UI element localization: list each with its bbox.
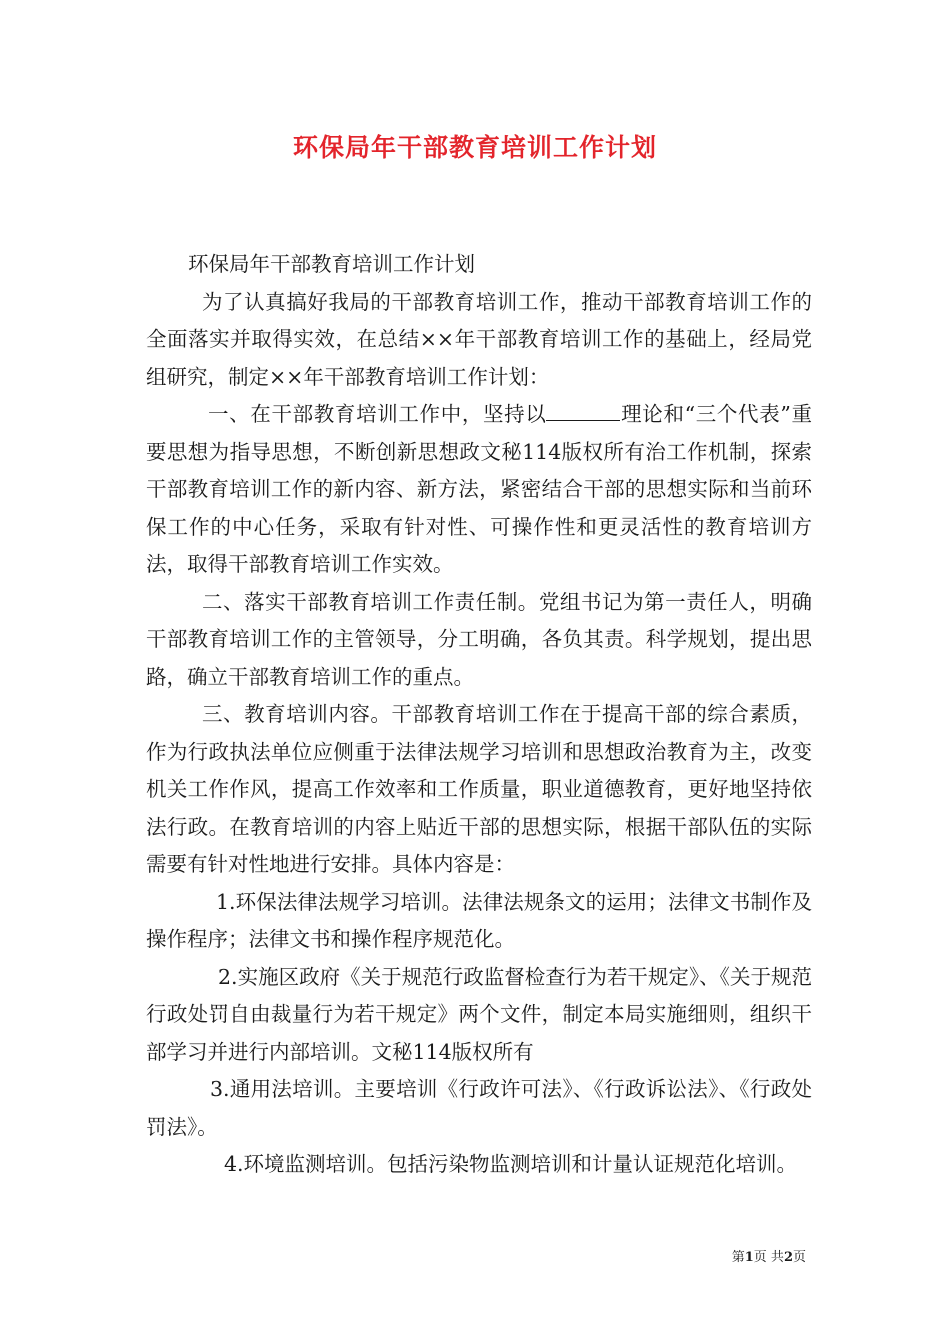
document-body <box>146 246 812 1184</box>
footer-suffix: 页 <box>792 1250 806 1265</box>
intro-paragraph: 为了认真搞好我局的干部教育培训工作，推动干部教育培训工作的全面落实并取得实效，在总结××年干部教育培训工作的基础上，经局党组研究，制定××年干部教育培训工作计划： <box>146 289 812 389</box>
list-item-2: 2.实施区政府《关于规范行政监督检查行为若干规定》、《关于规范行政处罚自由裁量行为若干规定》两个文件，制定本局实施细则，组织干部学习并进行内部培训。文秘114版权所有 <box>146 964 812 1064</box>
fill-in-blank <box>546 398 620 421</box>
footer-prefix: 第 <box>731 1250 745 1265</box>
section-3-paragraph: 三、教育培训内容。干部教育培训工作在于提高干部的综合素质，作为行政执法单位应侧重于法律法规学习培训和思想政治教育为主，改变机关工作作风，提高工作效率和工作质量，职业道德教育，更好地坚持依法行政。在教育培训的内容上贴近干部的思想实际，根据干部队伍的实际需要有针对性地进行安排。具体内容是： <box>146 702 812 876</box>
list-item-4: 4.环境监测培训。包括污染物监测培训和计量认证规范化培训。 <box>224 1152 798 1176</box>
section-2-paragraph: 二、落实干部教育培训工作责任制。党组书记为第一责任人，明确干部教育培训工作的主管领导，分工明确，各负其责。科学规划，提出思路，确立干部教育培训工作的重点。 <box>146 589 812 689</box>
document-title: 环保局年干部教育培训工作计划 <box>292 133 657 162</box>
footer-middle: 页 共 <box>753 1250 784 1265</box>
section-1-paragraph <box>146 396 812 584</box>
page-footer <box>732 1246 806 1265</box>
list-item-3: 3.通用法培训。主要培训《行政许可法》、《行政诉讼法》、《行政处罚法》。 <box>146 1077 812 1139</box>
section-1-text-start: 一、在干部教育培训工作中，坚持以 <box>208 402 547 426</box>
list-item-1: 1.环保法律法规学习培训。法律法规条文的运用；法律文书制作及操作程序；法律文书和操作程序规范化。 <box>146 889 812 951</box>
section-1-text-end: 理论和“三个代表”重要思想为指导思想，不断创新思想政文秘114版权所有治工作机制，探索干部教育培训工作的新内容、新方法，紧密结合干部的思想实际和当前环保工作的中心任务，采取有针对性、可操作性和更灵活性的教育培训方法，取得干部教育培训工作实效。 <box>146 402 812 576</box>
document-subtitle: 环保局年干部教育培训工作计划 <box>188 252 475 276</box>
footer-current-page: 1 <box>744 1250 754 1265</box>
footer-total-pages: 2 <box>783 1250 793 1265</box>
